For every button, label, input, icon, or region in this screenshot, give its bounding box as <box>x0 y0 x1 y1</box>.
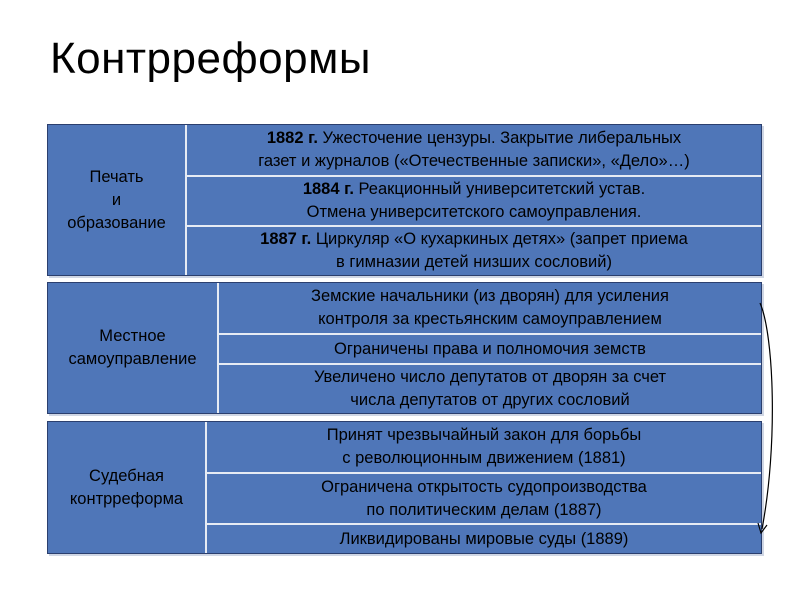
category-press-education <box>48 125 186 275</box>
reform-year: 1884 г. <box>302 180 354 198</box>
reform-text: Ограничены права и полномочия земств <box>334 339 646 358</box>
category-line: контрреформа <box>69 489 184 508</box>
connector-arrow-line <box>760 303 772 529</box>
category-line: Местное <box>99 327 166 345</box>
reform-row <box>186 175 761 225</box>
reform-text: с революционным движением (1881) <box>342 449 626 467</box>
reform-year: 1887 г. <box>260 230 312 248</box>
connector-arrow <box>748 295 788 540</box>
reform-text: Земские начальники (из дворян) для усиления <box>311 287 669 305</box>
category-line: образование <box>67 213 166 232</box>
reform-row <box>218 333 761 363</box>
category-local-government <box>48 283 218 413</box>
reform-text: Циркуляр «О кухаркиных детях» (запрет приема <box>311 230 688 248</box>
table-block-local-government <box>47 282 762 414</box>
reform-text: Увеличено число депутатов от дворян за счет <box>313 368 667 386</box>
category-line: Печать <box>89 167 144 186</box>
table-block-press-education <box>47 124 762 276</box>
table-block-judicial <box>47 421 762 554</box>
reform-text: газет и журналов («Отечественные записки», «Дело»…) <box>258 152 690 170</box>
reform-row <box>218 363 761 413</box>
reform-text: Отмена университетского самоуправления. <box>306 203 642 221</box>
reform-text: по политическим делам (1887) <box>366 500 602 519</box>
reform-text: Ограничена открытость судопроизводства <box>321 477 647 496</box>
reform-text: числа депутатов от других сословий <box>350 391 630 409</box>
reform-text: Ужесточение цензуры. Закрытие либеральных <box>317 129 682 147</box>
reform-row <box>206 472 761 523</box>
reform-year: 1882 г. <box>266 129 318 147</box>
category-line: самоуправление <box>68 350 197 368</box>
reform-text: Ликвидированы мировые суды (1889) <box>339 529 629 548</box>
reform-row <box>206 422 761 472</box>
category-line: Судебная <box>89 466 164 485</box>
reform-row <box>218 283 761 333</box>
category-line: и <box>111 190 122 209</box>
reform-row <box>206 523 761 553</box>
reform-text: контроля за крестьянским самоуправлением <box>318 310 662 328</box>
reform-text: в гимназии детей низших сословий) <box>336 253 612 271</box>
reform-text: Принят чрезвычайный закон для борьбы <box>326 426 642 444</box>
category-judicial <box>48 422 206 553</box>
reform-row <box>186 125 761 175</box>
slide-title: Контрреформы <box>50 34 371 83</box>
reform-text: Реакционный университетский устав. <box>353 180 646 198</box>
reform-row <box>186 225 761 275</box>
